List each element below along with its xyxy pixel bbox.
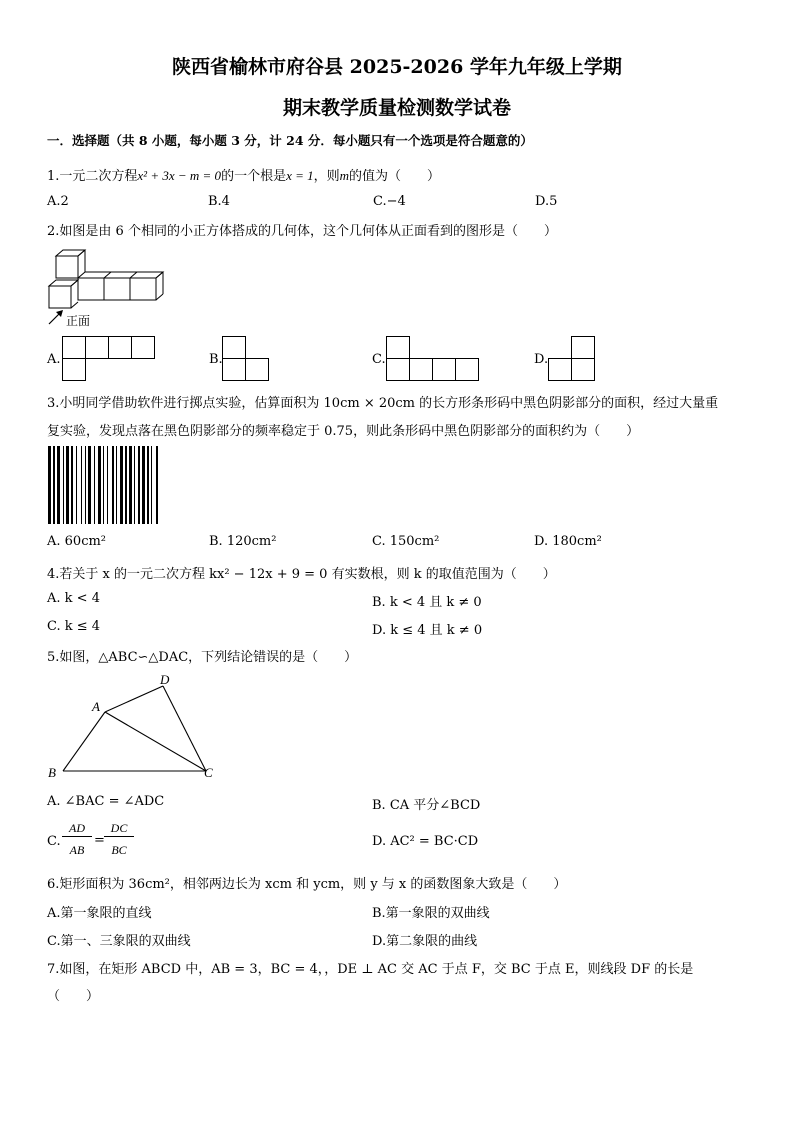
q2-option-d-figure bbox=[548, 336, 598, 382]
barcode-bar bbox=[48, 446, 51, 524]
q4-option-a[interactable]: A. k < 4 bbox=[47, 591, 100, 606]
q5-label-a: A bbox=[92, 699, 100, 714]
q6-option-c[interactable]: C.第一、三象限的双曲线 bbox=[47, 934, 191, 949]
barcode-bar bbox=[85, 446, 86, 524]
q4-option-b[interactable]: B. k < 4 且 k ≠ 0 bbox=[372, 595, 482, 610]
barcode-bar bbox=[147, 446, 149, 524]
barcode-bar bbox=[103, 446, 104, 524]
q5-optc-num2: DC bbox=[104, 821, 134, 837]
q5-option-c[interactable]: C. bbox=[47, 834, 61, 849]
q6-option-b[interactable]: B.第一象限的双曲线 bbox=[372, 906, 490, 921]
q5-optc-den2: BC bbox=[111, 843, 127, 857]
q6-option-a[interactable]: A.第一象限的直线 bbox=[47, 906, 152, 921]
barcode-bar bbox=[66, 446, 69, 524]
barcode-bar bbox=[142, 446, 145, 524]
q3-option-a[interactable]: A. 60cm² bbox=[47, 534, 107, 549]
q1-option-a[interactable]: A.2 bbox=[47, 194, 69, 209]
q3-option-b[interactable]: B. 120cm² bbox=[209, 534, 277, 549]
q4-option-d[interactable]: D. k ≤ 4 且 k ≠ 0 bbox=[372, 623, 483, 638]
q1-text-b: 的一个根是 bbox=[221, 169, 287, 184]
question-5: 5.如图，△ABC∽△DAC，下列结论错误的是（ ） bbox=[47, 650, 358, 665]
exam-title-line2: 期末教学质量检测数学试卷 bbox=[282, 97, 511, 119]
q1-option-c[interactable]: C.−4 bbox=[373, 194, 406, 209]
q1-text-c: ，则 bbox=[313, 169, 340, 184]
barcode-bar bbox=[134, 446, 135, 524]
barcode-bar bbox=[53, 446, 55, 524]
barcode-bar bbox=[57, 446, 60, 524]
q5-triangle-figure bbox=[46, 670, 226, 782]
question-1 bbox=[47, 165, 440, 184]
q2-option-a-figure bbox=[62, 336, 158, 382]
q5-optc-equals: = bbox=[94, 833, 105, 848]
question-3-line2: 复实验，发现点落在黑色阴影部分的频率稳定于 0.75，则此条形码中黑色阴影部分的面积约为（ ） bbox=[47, 424, 640, 439]
question-2: 2.如图是由 6 个相同的小正方体搭成的几何体，这个几何体从正面看到的图形是（ ） bbox=[47, 224, 557, 239]
q3-option-c[interactable]: C. 150cm² bbox=[372, 534, 440, 549]
q5-optc-num1: AD bbox=[62, 821, 92, 837]
barcode-bar bbox=[151, 446, 152, 524]
barcode-bar bbox=[88, 446, 91, 524]
q1-option-b[interactable]: B.4 bbox=[208, 194, 230, 209]
q2-option-b[interactable]: B. bbox=[209, 352, 223, 367]
q5-label-d: D bbox=[160, 672, 170, 687]
q6-option-d[interactable]: D.第二象限的曲线 bbox=[372, 934, 478, 949]
barcode-bar bbox=[112, 446, 114, 524]
q1-text-d: 的值为（ ） bbox=[349, 169, 441, 184]
barcode-bar bbox=[138, 446, 140, 524]
q5-label-b: B bbox=[48, 765, 56, 780]
question-7-line1: 7.如图，在矩形 ABCD 中，AB = 3，BC = 4，，DE ⊥ AC 交 AC 于点 F，交 BC 于点 E，则线段 DF 的长是 bbox=[47, 962, 694, 977]
question-7-line2: （ ） bbox=[47, 989, 100, 1004]
barcode-bar bbox=[94, 446, 95, 524]
q5-optc-den1: AB bbox=[69, 843, 85, 857]
q2-solid-figure bbox=[46, 246, 166, 326]
q1-text-a: 1.一元二次方程 bbox=[47, 169, 138, 184]
q2-option-d[interactable]: D. bbox=[534, 352, 549, 367]
q2-option-b-figure bbox=[222, 336, 272, 382]
barcode-bar bbox=[63, 446, 64, 524]
q2-front-label: 正面 bbox=[66, 314, 91, 328]
q5-option-a[interactable]: A. ∠BAC = ∠ADC bbox=[47, 794, 165, 809]
q5-option-d[interactable]: D. AC² = BC·CD bbox=[372, 834, 479, 849]
question-3-line1: 3.小明同学借助软件进行掷点实验，估算面积为 10cm × 20cm 的长方形条形码中黑色阴影部分的面积，经过大量重 bbox=[47, 396, 719, 411]
barcode-bar bbox=[129, 446, 132, 524]
question-6: 6.矩形面积为 36cm²，相邻两边长为 xcm 和 ycm，则 y 与 x 的函数图象大致是（ ） bbox=[47, 877, 567, 892]
barcode-bar bbox=[71, 446, 73, 524]
barcode-bar bbox=[107, 446, 108, 524]
section-header: 一．选择题（共 8 小题，每小题 3 分，计 24 分．每小题只有一个选项是符合题意的） bbox=[47, 133, 533, 148]
barcode-bar bbox=[125, 446, 127, 524]
question-4: 4.若关于 x 的一元二次方程 kx² − 12x + 9 = 0 有实数根，则 k 的取值范围为（ ） bbox=[47, 567, 556, 582]
q3-barcode bbox=[48, 446, 206, 524]
barcode-bar bbox=[98, 446, 101, 524]
q5-label-c: C bbox=[204, 765, 213, 780]
barcode-bar bbox=[76, 446, 77, 524]
q2-option-c-figure bbox=[386, 336, 482, 382]
q2-option-c[interactable]: C. bbox=[372, 352, 386, 367]
barcode-bar bbox=[120, 446, 123, 524]
q2-option-a[interactable]: A. bbox=[47, 352, 61, 367]
q1-equation: x² + 3x − m = 0 bbox=[137, 168, 222, 183]
q5-option-b[interactable]: B. CA 平分∠BCD bbox=[372, 798, 481, 813]
barcode-bar bbox=[81, 446, 82, 524]
q1-var: m bbox=[339, 168, 350, 183]
q3-option-d[interactable]: D. 180cm² bbox=[534, 534, 602, 549]
q4-option-c[interactable]: C. k ≤ 4 bbox=[47, 619, 101, 634]
barcode-bar bbox=[156, 446, 158, 524]
q1-option-d[interactable]: D.5 bbox=[535, 194, 558, 209]
barcode-bar bbox=[116, 446, 117, 524]
q1-root: x = 1 bbox=[286, 168, 314, 183]
exam-title-line1: 陕西省榆林市府谷县 2025-2026 学年九年级上学期 bbox=[172, 56, 622, 78]
